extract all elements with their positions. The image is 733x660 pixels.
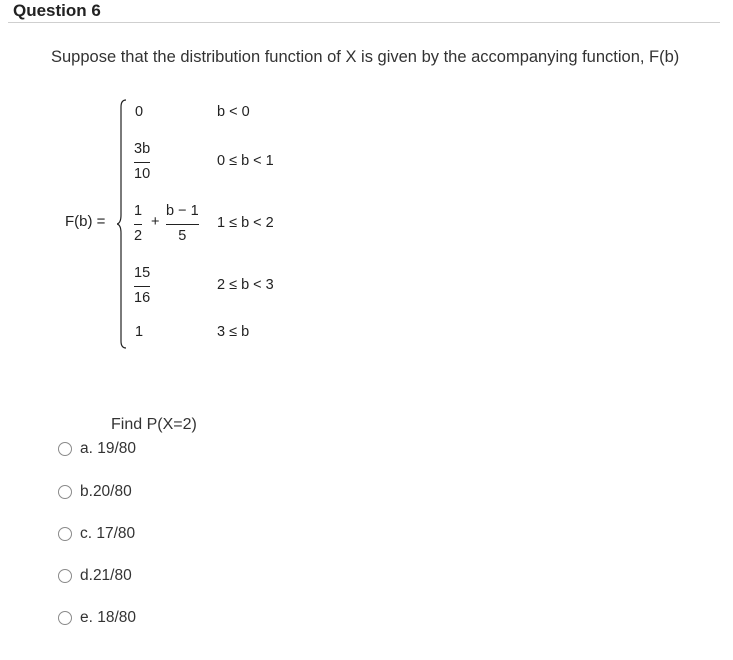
fraction-denominator: 2 <box>134 228 143 244</box>
option-text: 20/80 <box>92 483 132 500</box>
option-letter: b. <box>80 483 93 500</box>
fraction-numerator: 3b <box>134 141 151 157</box>
fraction-numerator: 1 <box>134 203 143 219</box>
option-letter: d. <box>80 567 93 584</box>
question-title: Question 6 <box>13 1 101 20</box>
fraction-denominator: 5 <box>178 228 187 244</box>
case-condition-5: 3 ≤ b <box>217 324 250 340</box>
question-prompt: Suppose that the distribution function of X is given by the accompanying function, F(b) <box>51 48 680 66</box>
fraction-1-over-2 <box>134 203 142 245</box>
fraction-numerator: b − 1 <box>166 203 199 219</box>
case-condition-2: 0 ≤ b < 1 <box>217 153 274 169</box>
option-a[interactable] <box>58 440 136 458</box>
option-d[interactable] <box>58 567 132 585</box>
option-letter: c. <box>80 525 93 542</box>
option-e[interactable] <box>58 609 136 627</box>
fraction-denominator: 16 <box>134 290 151 306</box>
radio-button[interactable] <box>58 485 72 499</box>
option-letter: e. <box>80 609 93 626</box>
option-text: 17/80 <box>96 525 136 542</box>
fraction-bar <box>134 286 150 287</box>
case-condition-4: 2 ≤ b < 3 <box>217 277 274 293</box>
option-c[interactable] <box>58 525 135 543</box>
title-divider <box>8 22 720 23</box>
radio-button[interactable] <box>58 569 72 583</box>
function-label: F(b) = <box>65 213 106 230</box>
case-condition-1: b < 0 <box>217 104 250 120</box>
case-condition-3: 1 ≤ b < 2 <box>217 215 274 231</box>
fraction-bar <box>134 162 150 163</box>
option-letter: a. <box>80 440 93 457</box>
fraction-denominator: 10 <box>134 166 151 182</box>
fraction-bar <box>134 224 142 225</box>
case-value-one: 1 <box>135 324 144 340</box>
option-text: 19/80 <box>97 440 137 457</box>
radio-button[interactable] <box>58 442 72 456</box>
case-value-zero: 0 <box>135 104 144 120</box>
radio-button[interactable] <box>58 527 72 541</box>
fraction-3b-over-10 <box>134 141 150 183</box>
option-text: 21/80 <box>92 567 132 584</box>
task-text: Find P(X=2) <box>111 416 197 433</box>
fraction-bar <box>166 224 199 225</box>
fraction-15-over-16 <box>134 265 150 307</box>
option-b[interactable] <box>58 483 132 501</box>
fraction-b-minus-1-over-5 <box>166 203 199 245</box>
option-text: 18/80 <box>97 609 137 626</box>
fraction-numerator: 15 <box>134 265 151 281</box>
radio-button[interactable] <box>58 611 72 625</box>
plus-operator: + <box>151 214 160 230</box>
left-brace <box>117 99 127 349</box>
